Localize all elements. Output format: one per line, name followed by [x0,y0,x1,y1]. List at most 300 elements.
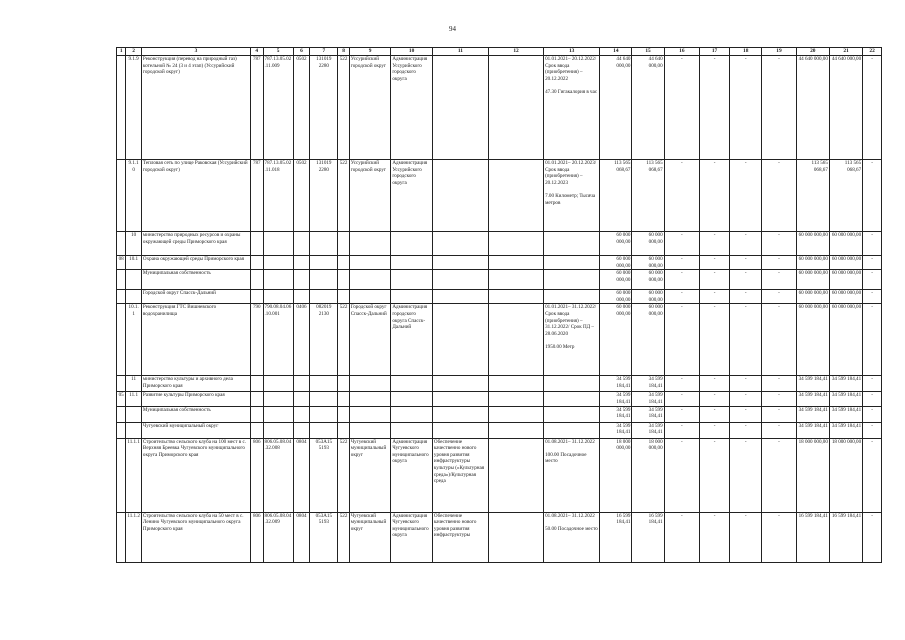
table-cell [489,376,544,392]
table-cell [544,270,600,290]
table-cell: 60 000 000,00 [796,256,829,270]
table-cell: - [664,304,699,376]
table-cell [544,422,600,438]
table-cell [391,376,433,392]
table-cell: - [699,160,729,232]
table-cell: 0502 [293,56,310,160]
column-header: 11 [432,48,488,56]
table-cell: 34 599 184,41 [600,376,632,392]
table-cell: Обеспечение качественно нового уровня развития инфраструктуры [432,512,488,562]
column-header: 22 [863,48,882,56]
table-cell [338,270,349,290]
table-cell [251,392,263,406]
table-row [117,290,882,304]
table-cell: - [762,512,796,562]
table-cell [251,422,263,438]
column-header: 2 [126,48,142,56]
table-cell [544,392,600,406]
table-cell [310,406,338,422]
budget-table [116,47,882,563]
table-cell: 522 [338,160,349,232]
table-cell: Развитие культуры Приморского края [141,392,250,406]
table-cell: Уссурийский городской округ [349,56,391,160]
table-cell: - [863,290,882,304]
table-cell: 34 599 184,41 [796,376,829,392]
table-cell: 01.01.2021– 31.12.2022/ Срок ввода (приобретения) – 31.12.2022/ Срок ПД – 28.06.2020 1950.00 Метр [544,304,600,376]
table-row [117,512,882,562]
table-cell [310,422,338,438]
table-cell: - [863,512,882,562]
table-cell: 18 000 000,00 [796,438,829,512]
table-cell [263,270,293,290]
table-cell [310,392,338,406]
table-row [117,304,882,376]
table-cell: 787 [251,56,263,160]
table-cell: 60 000 000,00 [796,270,829,290]
table-cell: Строительство сельского клуба на 100 мест в с. Верхняя Бреевка Чугуевского муниципального округа Приморского края [141,438,250,512]
column-header: 1 [117,48,126,56]
table-cell [293,270,310,290]
table-cell [489,512,544,562]
table-cell [251,376,263,392]
table-cell: 0502 [293,160,310,232]
table-cell: Муниципальная собственность [141,406,250,422]
table-cell: 60 000 000,00 [632,290,664,304]
table-cell: - [664,422,699,438]
column-header: 15 [632,48,664,56]
table-cell: Администрация Чугуевского муниципального округа [391,438,433,512]
table-cell: - [699,392,729,406]
table-cell: 34 599 184,41 [829,392,862,406]
table-cell: 787.13.05.02.11.009 [263,56,293,160]
table-cell: 60 000 000,00 [796,232,829,256]
table-cell: - [730,512,762,562]
table-cell: 0804 [293,438,310,512]
table-cell: - [664,512,699,562]
table-cell: Администрация городского округа Спасск-Дальний [391,304,433,376]
table-cell: - [699,256,729,270]
table-cell [338,392,349,406]
table-cell: Администрация Уссурийского городского округа [391,56,433,160]
table-cell [117,270,126,290]
table-cell [544,232,600,256]
table-cell [544,406,600,422]
column-header: 7 [310,48,338,56]
table-cell: - [664,232,699,256]
table-cell [117,290,126,304]
table-cell: - [699,232,729,256]
table-cell: 34 599 184,41 [632,422,664,438]
table-row [117,270,882,290]
column-header: 8 [338,48,349,56]
table-cell: - [664,406,699,422]
table-cell: - [762,232,796,256]
table-cell: 522 [338,438,349,512]
table-cell [432,256,488,270]
table-cell: - [664,256,699,270]
table-cell: - [762,392,796,406]
table-cell [432,392,488,406]
table-cell: 113 565 068,67 [600,160,632,232]
table-cell: - [699,422,729,438]
table-row [117,406,882,422]
table-cell: - [699,406,729,422]
table-cell: - [762,422,796,438]
table-cell: Тепловая сеть по улице Раковская (Уссурийский городской округ) [141,160,250,232]
table-cell [117,422,126,438]
table-cell [310,376,338,392]
table-cell [338,232,349,256]
table-cell: - [762,406,796,422]
table-cell [293,232,310,256]
table-cell: 44 640 000,00 [632,56,664,160]
table-cell: 9.1.9 [126,56,142,160]
table-cell: - [762,438,796,512]
table-cell: 60 000 000,00 [829,256,862,270]
table-cell [263,376,293,392]
column-header: 20 [796,48,829,56]
table-cell: - [699,290,729,304]
table-cell [489,256,544,270]
table-cell [432,290,488,304]
table-cell [338,256,349,270]
table-cell: - [762,376,796,392]
table-cell: 05 [117,392,126,406]
table-cell: - [863,270,882,290]
table-cell [349,290,391,304]
table-cell [489,304,544,376]
table-cell: 806 [251,438,263,512]
table-cell: - [762,160,796,232]
table-cell: 44 640 000,00 [600,56,632,160]
table-cell [432,422,488,438]
table-cell [489,392,544,406]
table-cell [310,256,338,270]
table-cell [489,270,544,290]
table-row [117,56,882,160]
table-cell: - [863,392,882,406]
table-cell: 113 565 068,67 [632,160,664,232]
table-cell [263,392,293,406]
table-cell: Администрация Уссурийского городского округа [391,160,433,232]
table-cell [126,422,142,438]
table-cell [293,376,310,392]
table-row [117,422,882,438]
table-cell [391,290,433,304]
table-cell: - [664,56,699,160]
table-cell [338,406,349,422]
table-cell: 60 000 000,00 [796,290,829,304]
table-cell [489,438,544,512]
table-cell [432,376,488,392]
table-cell [117,376,126,392]
table-cell: 34 599 184,41 [632,376,664,392]
table-cell: 44 640 000,00 [829,56,862,160]
table-cell: - [730,438,762,512]
table-cell: - [863,256,882,270]
table-cell: 11 [126,376,142,392]
table-cell [432,232,488,256]
table-row [117,392,882,406]
table-cell: - [762,256,796,270]
table-cell: - [730,406,762,422]
column-header: 12 [489,48,544,56]
table-cell: - [863,422,882,438]
table-cell: 790 [251,304,263,376]
table-cell: - [664,392,699,406]
table-cell [126,290,142,304]
table-cell: 11.1 [126,392,142,406]
column-header: 18 [730,48,762,56]
table-cell: 0406 [293,304,310,376]
table-cell [338,290,349,304]
table-cell: - [699,56,729,160]
table-cell: 806.05.08.04.32.008 [263,438,293,512]
table-cell [117,232,126,256]
table-cell: - [863,56,882,160]
table-cell: 522 [338,56,349,160]
table-cell: - [730,270,762,290]
table-cell: 60 000 000,00 [600,256,632,270]
table-cell: 0804 [293,512,310,562]
table-cell: Городской округ Спасск-Дальний [349,304,391,376]
table-cell: Чугуевский муниципальный округ [349,512,391,562]
table-cell [544,376,600,392]
table-cell [432,270,488,290]
column-header: 17 [699,48,729,56]
table-row [117,438,882,512]
table-cell [263,256,293,270]
table-cell [117,160,126,232]
table-cell: - [664,160,699,232]
table-cell [391,392,433,406]
table-cell [349,376,391,392]
table-cell [251,232,263,256]
table-cell: 60 000 000,00 [796,304,829,376]
table-cell [432,160,488,232]
table-cell: 131019 2280 [310,160,338,232]
table-cell [263,406,293,422]
table-cell [338,376,349,392]
table-cell: 60 000 000,00 [829,232,862,256]
table-cell [391,270,433,290]
table-cell: 11.1.2 [126,512,142,562]
table-row [117,160,882,232]
column-header: 14 [600,48,632,56]
table-cell [391,422,433,438]
table-cell: 787 [251,160,263,232]
table-cell: - [730,392,762,406]
table-cell: 113 565 068,67 [796,160,829,232]
table-cell: 34 599 184,41 [829,376,862,392]
table-cell [263,422,293,438]
table-cell [293,422,310,438]
column-header: 3 [141,48,250,56]
table-cell: 790.08.04.06.10.001 [263,304,293,376]
table-cell: Уссурийский городской округ [349,160,391,232]
table-cell [126,270,142,290]
table-cell: - [863,406,882,422]
column-header: 19 [762,48,796,56]
table-cell: 01.01.2021– 20.12.2022/ Срок ввода (приобретения) – 20.12.2022 47.30 Гигакалория в час [544,56,600,160]
column-header: 13 [544,48,600,56]
table-cell: - [762,290,796,304]
table-cell [391,232,433,256]
table-cell [391,406,433,422]
table-cell: - [699,376,729,392]
table-cell: 16 599 184,41 [829,512,862,562]
column-header: 10 [391,48,433,56]
table-cell: 44 640 000,00 [796,56,829,160]
table-cell: 18 000 000,00 [632,438,664,512]
table-cell [310,270,338,290]
table-cell [117,406,126,422]
table-cell: - [762,56,796,160]
table-cell: Администрация Чугуевского муниципального округа [391,512,433,562]
table-cell [544,256,600,270]
table-cell: 34 599 184,41 [600,406,632,422]
table-cell: - [730,304,762,376]
table-cell: - [863,160,882,232]
table-cell: 60 000 000,00 [829,304,862,376]
table-cell: 60 000 000,00 [600,304,632,376]
table-cell [432,56,488,160]
column-header: 9 [349,48,391,56]
table-cell [349,422,391,438]
table-cell: 60 000 000,00 [600,232,632,256]
table-cell: 806 [251,512,263,562]
table-cell: 806.05.08.04.32.009 [263,512,293,562]
table-row [117,256,882,270]
table-cell: 60 000 000,00 [600,290,632,304]
table-cell [544,290,600,304]
table-cell [310,290,338,304]
table-cell: 34 599 184,41 [632,406,664,422]
table-cell: Реконструкция (перевод на природный газ) котельной № 24 (3 и 4 этап) (Уссурийский городской округ) [141,56,250,160]
table-cell: - [699,438,729,512]
table-cell [349,392,391,406]
table-cell: 053А15 5193 [310,512,338,562]
table-cell: - [863,304,882,376]
table-cell: 34 599 184,41 [796,422,829,438]
table-cell: 16 599 184,41 [632,512,664,562]
table-cell: Городской округ Спасск-Дальний [141,290,250,304]
table-cell: 01.08.2021– 31.12.2022 100.00 Посадочное место [544,438,600,512]
table-cell: 34 599 184,41 [796,392,829,406]
table-cell: 60 000 000,00 [632,304,664,376]
table-cell [293,406,310,422]
table-cell [293,290,310,304]
table-cell [349,270,391,290]
table-cell [349,256,391,270]
table-cell [117,512,126,562]
table-cell: 01.01.2021– 20.12.2023/ Срок ввода (приобретения) – 20.12.2023 7.00 Километр; Тысяча метров [544,160,600,232]
table-cell: 08 [117,256,126,270]
table-cell [293,256,310,270]
table-cell: 082019 2130 [310,304,338,376]
table-cell: - [730,376,762,392]
table-row [117,376,882,392]
table-cell: 34 599 184,41 [600,422,632,438]
table-cell [263,290,293,304]
table-row [117,232,882,256]
table-cell: 18 000 000,00 [829,438,862,512]
table-cell: Муниципальная собственность [141,270,250,290]
table-cell: 34 599 184,41 [829,422,862,438]
table-cell [338,422,349,438]
table-cell: Реконструкция ГТС Вишневского водохранилища [141,304,250,376]
table-cell: - [664,438,699,512]
column-header: 16 [664,48,699,56]
table-cell: Чугуевский муниципальный округ [349,438,391,512]
table-cell: - [730,232,762,256]
table-cell [432,406,488,422]
table-cell: - [730,56,762,160]
table-cell: 16 599 184,41 [796,512,829,562]
column-header: 21 [829,48,862,56]
table-cell [489,290,544,304]
table-cell: 60 000 000,00 [632,270,664,290]
table-cell: Строительство сельского клуба на 50 мест в с. Ленино Чугуевского муниципального округа Приморского края [141,512,250,562]
table-cell: 113 565 068,67 [829,160,862,232]
table-cell: 16 599 184,41 [600,512,632,562]
table-cell [349,406,391,422]
table-cell [117,56,126,160]
table-cell [251,270,263,290]
table-cell [126,406,142,422]
table-cell: - [699,304,729,376]
table-cell: 522 [338,512,349,562]
table-cell: 10.1.1 [126,304,142,376]
table-cell: 18 000 000,00 [600,438,632,512]
table-cell: 522 [338,304,349,376]
table-cell: 11.1.1 [126,438,142,512]
table-cell [489,232,544,256]
table-cell [391,256,433,270]
table-header-row [117,48,882,56]
table-cell: - [664,290,699,304]
table-cell [293,392,310,406]
table-cell [251,406,263,422]
table-cell: - [699,512,729,562]
table-cell [251,256,263,270]
table-cell: Обеспечение качественно нового уровня развития инфраструктуры культуры («Культурная среда»)/Культурная среда [432,438,488,512]
table-cell: - [664,270,699,290]
table-cell: 34 599 184,41 [829,406,862,422]
table-cell: - [762,304,796,376]
table-cell: Чугуевский муниципальный округ [141,422,250,438]
table-cell [489,160,544,232]
table-cell: 10 [126,232,142,256]
table-cell: министерство природных ресурсов и охраны окружающей среды Приморского края [141,232,250,256]
table-cell: 60 000 000,00 [632,232,664,256]
table-cell: 01.08.2021– 31.12.2022 50.00 Посадочное место [544,512,600,562]
table-cell [489,422,544,438]
table-cell: 053А15 5193 [310,438,338,512]
table-cell: - [699,270,729,290]
table-cell [489,406,544,422]
table-cell: - [730,290,762,304]
table-cell: - [730,160,762,232]
table-cell: министерство культуры и архивного дела Приморского края [141,376,250,392]
table-cell: 34 599 184,41 [600,392,632,406]
column-header: 4 [251,48,263,56]
table-cell: 34 599 184,41 [796,406,829,422]
table-cell: 60 000 000,00 [600,270,632,290]
table-cell: - [762,270,796,290]
table-cell [117,438,126,512]
table-cell: 131019 2280 [310,56,338,160]
